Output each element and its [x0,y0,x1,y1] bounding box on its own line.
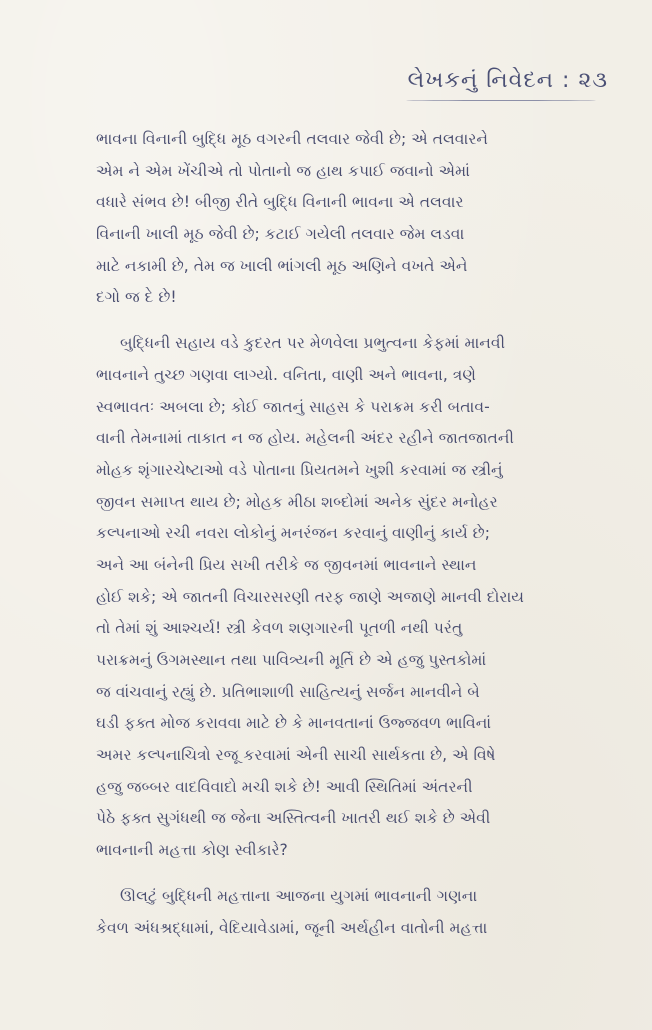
text-line: ઊલટું બુદ્ધિની મહત્તાના આજના યુગમાં ભાવનાની ગણના [120,886,478,905]
paragraph-2 [96,328,604,867]
text-line: જીવન સમાપ્ત થાય છે; મોહક મીઠા શબ્દોમાં અનેક સુંદર મનોહર [96,492,498,511]
text-line: કલ્પનાઓ રચી નવરા લોકોનું મનરંજન કરવાનું વાણીનું કાર્ય છે; [96,524,490,543]
header-rule [406,100,596,101]
text-line: વાની તેમનામાં તાકાત ન જ હોય. મહેલની અંદર રહીને જાતજાતની [96,429,514,448]
text-line: એમ ને એમ ખેંચીએ તો પોતાનો જ હાથ કપાઈ જવાનો એમાં [96,161,470,180]
text-line: ઘડી ફક્ત મોજ કરાવવા માટે છે કે માનવતાનાં ઉજ્જવળ ભાવિનાં [96,714,492,733]
text-line: બુદ્ધિની સહાય વડે કુદરત પર મેળવેલા પ્રભુત્વના કેફમાં માનવી [120,334,506,353]
text-line: તો તેમાં શું આશ્ચર્ય! સ્ત્રી કેવળ શણગારની પૂતળી નથી પરંતુ [96,619,463,638]
text-line: પરાક્રમનું ઉગમસ્થાન તથા પાવિત્ર્યની મૂર્તિ છે એ હજુ પુસ્તકોમાં [96,651,487,669]
text-line: દગો જ દે છે! [96,288,177,307]
text-line: અને આ બંનેની પ્રિય સખી તરીકે જ જીવનમાં ભાવનાને સ્થાન [96,555,477,574]
paragraph-3 [96,881,604,944]
text-line: વધારે સંભવ છે! બીજી રીતે બુદ્ધિ વિનાની ભાવના એ તલવાર [96,193,464,212]
text-line: મોહક શૃંગારચેષ્ટાઓ વડે પોતાના પ્રિયતમને ખુશી કરવામાં જ સ્ત્રીનું [96,460,503,479]
text-line: અમર કલ્પનાચિત્રો રજૂ કરવામાં એની સાચી સાર્થકતા છે, એ વિષે [96,746,496,765]
text-line: માટે નકામી છે, તેમ જ ખાલી ભાંગલી મૂઠ અણિને વખતે એને [96,256,468,275]
text-line: ભાવનાની મહત્તા કોણ સ્વીકારે? [96,841,288,860]
text-line: પેઠે ફક્ત સુગંધથી જ જેના અસ્તિત્વની ખાતરી થઈ શકે છે એવી [96,809,491,828]
text-line: કેવળ અંધશ્રદ્ધામાં, વેદિયાવેડામાં, જૂની અર્થહીન વાતોની મહત્તા [96,918,488,937]
body-text [96,124,604,944]
running-header: લેખકનું નિવેદન : ૨૩ [407,68,608,93]
text-line: હોઈ શકે; એ જાતની વિચારસરણી તરફ જાણે અજાણે માનવી દોરાય [96,587,525,606]
paragraph-1 [96,124,604,314]
text-line: હજુ જબ્બર વાદવિવાદો મચી શકે છે! આવી સ્થિતિમાં અંતરની [96,777,473,796]
text-line: ભાવનાને તુચ્છ ગણવા લાગ્યો. વનિતા, વાણી અને ભાવના, ત્રણે [96,365,476,384]
text-line: ભાવના વિનાની બુદ્ધિ મૂઠ વગરની તલવાર જેવી છે; એ તલવારને [96,130,489,148]
text-line: સ્વભાવતઃ અબલા છે; કોઈ જાતનું સાહસ કે પરાક્રમ કરી બતાવ- [96,397,490,416]
text-line: વિનાની ખાલી મૂઠ જેવી છે; કટાઈ ગયેલી તલવાર જેમ લડવા [96,225,465,244]
text-line: જ વાંચવાનું રહ્યું છે. પ્રતિભાશાળી સાહિત્યનું સર્જન માનવીને બે [96,682,480,701]
